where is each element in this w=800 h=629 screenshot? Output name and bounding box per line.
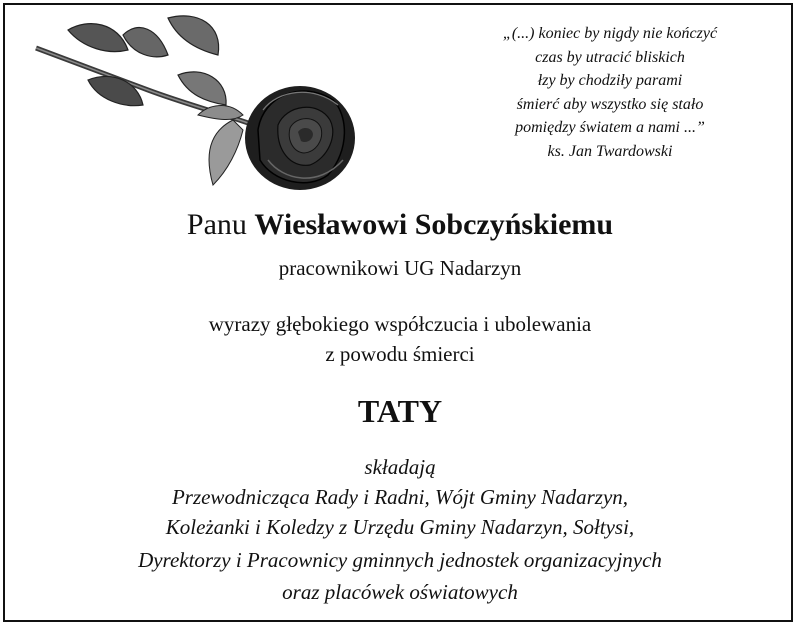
deceased-relation: TATY	[357, 393, 443, 429]
quote-line: czas by utracić bliskich	[535, 48, 685, 66]
quote-line: „(...) koniec by nigdy nie kończyć	[502, 25, 718, 42]
signatory-line: składają	[364, 455, 436, 479]
quote-block	[460, 22, 760, 163]
quote-author: ks. Jan Twardowski	[547, 142, 673, 160]
signatory-line: Przewodnicząca Rady i Radni, Wójt Gminy Nadarzyn,	[171, 485, 629, 509]
condolence-line: z powodu śmierci	[325, 342, 475, 366]
quote-line: śmierć aby wszystko się stało	[516, 95, 704, 113]
recipient-name: Wiesławowi Sobczyńskiemu	[254, 208, 614, 241]
recipient-line	[0, 208, 800, 242]
signatory-line: oraz placówek oświatowych	[282, 580, 518, 604]
recipient-prefix: Panu	[186, 208, 255, 241]
signatory-line: Dyrektorzy i Pracownicy gminnych jednostek organizacyjnych	[138, 548, 662, 572]
recipient-role: pracownikowi UG Nadarzyn	[278, 256, 522, 280]
signatory-line: Koleżanki i Koledzy z Urzędu Gminy Nadarzyn, Sołtysi,	[165, 515, 635, 539]
condolence-line: wyrazy głębokiego współczucia i ubolewania	[208, 312, 592, 336]
quote-line: łzy by chodziły parami	[537, 72, 683, 89]
rose-icon	[28, 10, 358, 210]
quote-line: pomiędzy światem a nami ...”	[515, 119, 705, 136]
